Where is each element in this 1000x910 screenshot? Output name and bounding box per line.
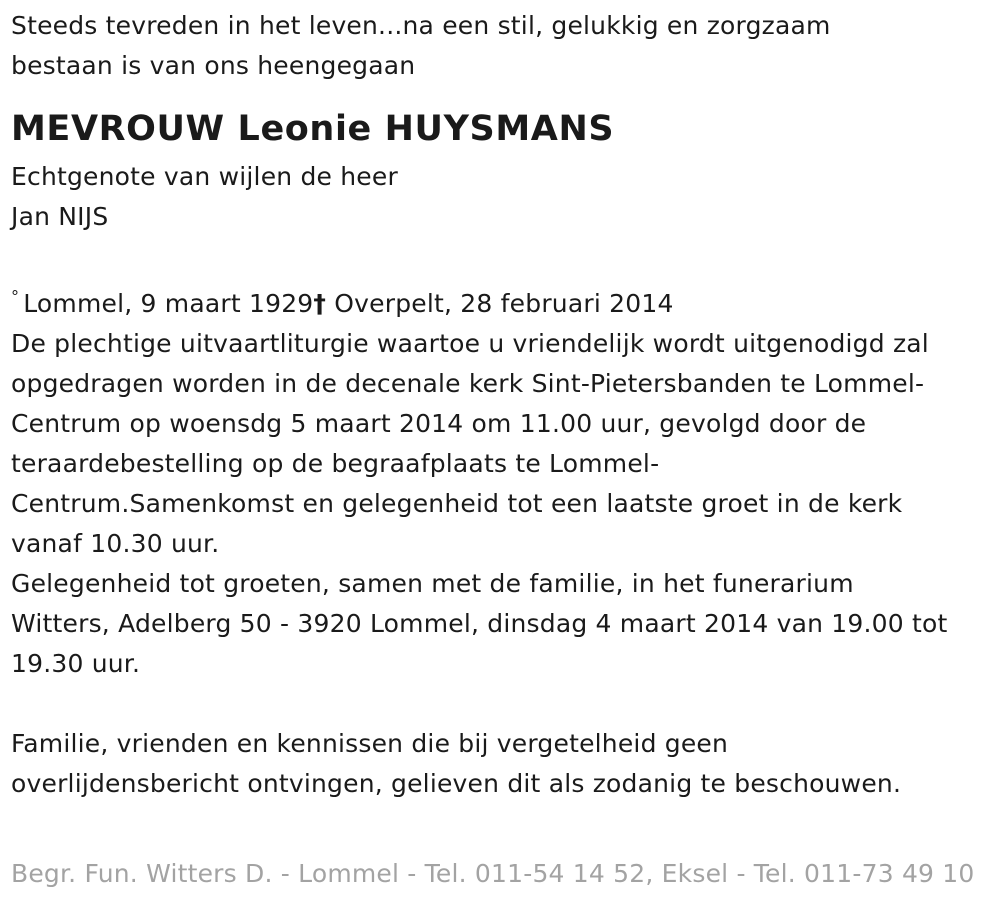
spacer (11, 684, 1000, 724)
ceremony-line: opgedragen worden in de decenale kerk Sint-Pietersbanden te Lommel- (11, 369, 925, 398)
death-text: Overpelt, 28 februari 2014 (334, 289, 674, 318)
funeral-home-footer: Begr. Fun. Witters D. - Lommel - Tel. 011-54 14 52, Eksel - Tel. 011-73 49 10 (11, 859, 975, 888)
notice-line-2: overlijdensbericht ontvingen, gelieven dit als zodanig te beschouwen. (11, 769, 902, 798)
spouse-line-2: Jan NIJS (11, 202, 109, 231)
birth-text: Lommel, 9 maart 1929 (23, 289, 314, 318)
birth-symbol: ° (11, 287, 20, 306)
deceased-name: MEVROUW Leonie HUYSMANS (11, 109, 615, 149)
birth-death-line (11, 277, 1000, 324)
death-cross-icon: † (313, 289, 327, 318)
intro-line-2: bestaan is van ons heengegaan (11, 51, 416, 80)
ceremony-line: Centrum op woensdg 5 maart 2014 om 11.00 uur, gevolgd door de (11, 409, 867, 438)
spacer (11, 237, 1000, 277)
notice-line-1: Familie, vrienden en kennissen die bij vergetelheid geen (11, 729, 729, 758)
visitation-line: Gelegenheid tot groeten, samen met de familie, in het funerarium (11, 569, 854, 598)
visitation-line: Witters, Adelberg 50 - 3920 Lommel, dinsdag 4 maart 2014 van 19.00 tot (11, 609, 948, 638)
visitation-line: 19.30 uur. (11, 649, 141, 678)
intro-line-1: Steeds tevreden in het leven...na een stil, gelukkig en zorgzaam (11, 11, 831, 40)
spouse-line-1: Echtgenote van wijlen de heer (11, 162, 398, 191)
ceremony-line: teraardebestelling op de begraafplaats te Lommel- (11, 449, 660, 478)
ceremony-line: De plechtige uitvaartliturgie waartoe u vriendelijk wordt uitgenodigd zal (11, 329, 929, 358)
ceremony-line: Centrum.Samenkomst en gelegenheid tot een laatste groet in de kerk (11, 489, 903, 518)
ceremony-line: vanaf 10.30 uur. (11, 529, 220, 558)
